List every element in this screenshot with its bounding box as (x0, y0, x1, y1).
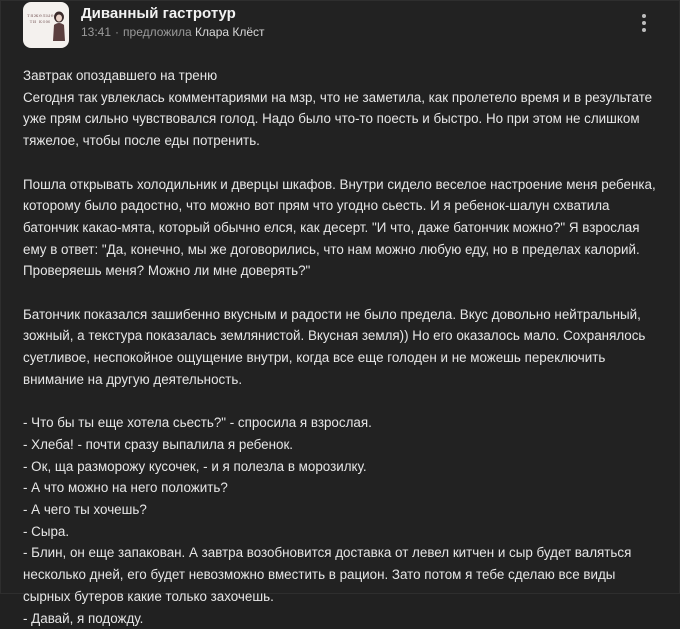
post-body (23, 65, 663, 629)
avatar-figure-icon (52, 11, 66, 41)
suggested-by-label: предложила (123, 25, 192, 39)
dialog-line: - Сыра. (23, 523, 70, 539)
paragraph-1: Сегодня так увлеклась комментариями на мзр, что не заметила, как пролетело время и в результате уже прям сильно чувствовался голод. Надо было что-то поесть и быстро. Но при этом не слишком тяжелое, чтобы после еды потренить. (23, 89, 653, 149)
dialog-line: - Давай, я подожду. (23, 610, 144, 626)
post-heading: Завтрак опоздавшего на треню (23, 68, 218, 83)
post-header (23, 1, 663, 49)
post-time: 13:41 (81, 25, 112, 39)
paragraph-3: Батончик показался зашибенно вкусным и радости не было предела. Вкус довольно нейтральный, зожный, а текстура показалась землянистой. Вкусная земля)) Но его оказалось мало. Сохранялось суетливое, неспокойное ощущение внутри, когда все еще голоден и не можешь переключить внимание на другую деятельность. (23, 306, 646, 387)
channel-avatar[interactable] (23, 2, 69, 48)
channel-title[interactable]: Диванный гастротур (81, 5, 236, 22)
dialog-line: - А чего ты хочешь? (23, 502, 147, 518)
dialog-line: - А что можно на него положить? (23, 480, 228, 496)
paragraph-2: Пошла открывать холодильник и дверцы шкафов. Внутри сидело веселое настроение меня ребенка, которому было радостно, что можно вот прям что угодно сьесть. И я ребенок-шалун схватила батончик какао-мята, который обычно елся, как десерт. "И что, даже батончик можно?" Я взрослая ему в ответ: "Да, конечно, мы же договорились, что нам можно любую еду, но в пределах калорий. Проверяешь меня? Можно ли мне доверять?" (23, 176, 656, 279)
avatar-logo-text: тяжелые ти ком (27, 13, 55, 25)
meta-separator: · (115, 25, 120, 39)
dialog-line: - Хлеба! - почти сразу выпалила я ребенок. (23, 436, 294, 452)
dialog-block (23, 412, 663, 629)
post-meta (81, 25, 265, 39)
more-vertical-icon[interactable] (635, 11, 653, 35)
post-author[interactable]: Клара Клёст (195, 25, 265, 39)
dialog-line: - Ок, ща разморожу кусочек, - и я полезла в морозилку. (23, 458, 367, 474)
dialog-line: - Что бы ты еще хотела сьесть?" - спросила я взрослая. (23, 415, 372, 431)
dialog-line: - Блин, он еще запакован. А завтра возобновится доставка от левел китчен и сыр будет валяться несколько дней, его будет невозможно вместить в рацион. Зато потом я тебе сделаю все виды сырных бутеров какие только захочешь. (23, 545, 632, 604)
